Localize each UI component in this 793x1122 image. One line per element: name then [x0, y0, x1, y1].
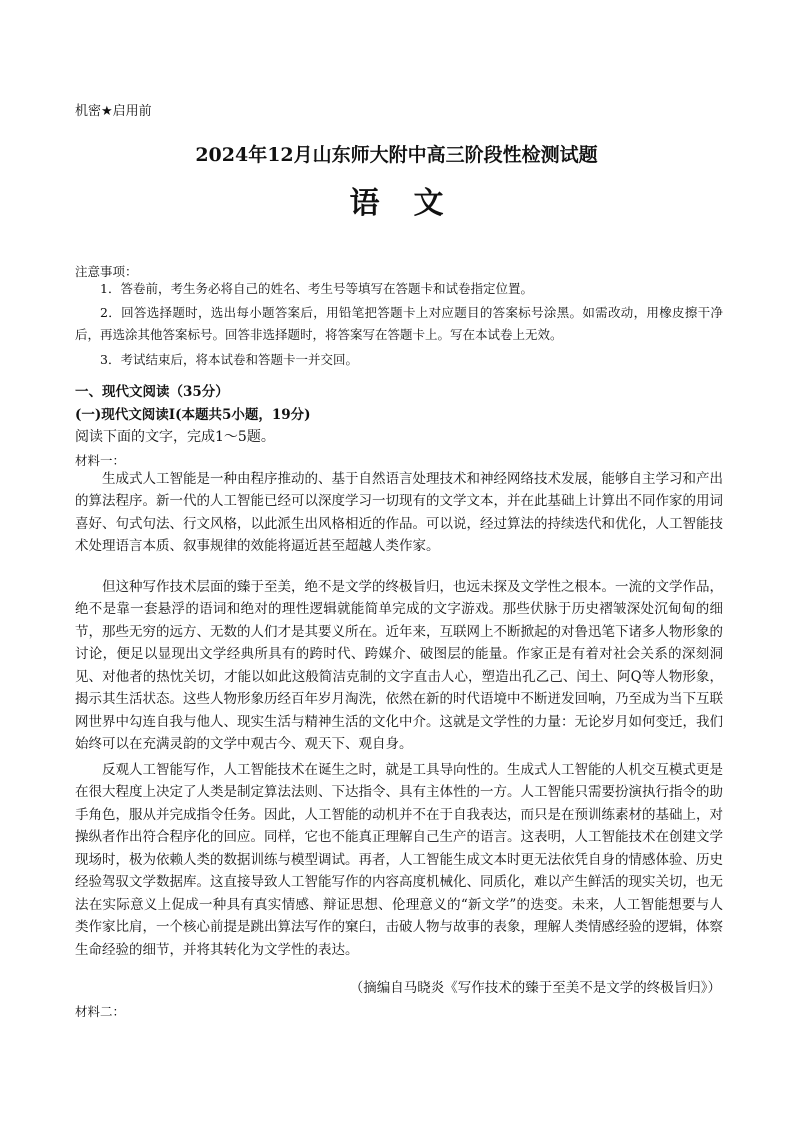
- material-paragraph: 生成式人工智能是一种由程序推动的、基于自然语言处理技术和神经网络技术发展，能够自主学习和产出的算法程序。新一代的人工智能已经可以深度学习一切现有的文学文本，并在此基础上计算出不同作家的用词喜好、句式句法、行文风格，以此派生出风格相近的作品。可以说，经过算法的持续迭代和优化，人工智能技术处理语言本质、叙事规律的效能将逼近甚至超越人类作家。: [75, 471, 723, 555]
- notice-item: 2．回答选择题时，选出每小题答案后，用铅笔把答题卡上对应题目的答案标号涂黑。如需改动，用橡皮擦干净后，再选涂其他答案标号。回答非选择题时，将答案写在答题卡上。写在本试卷上无效。: [75, 305, 723, 342]
- material-one-label: 材料一：: [75, 453, 126, 468]
- exam-title: 2024年12月山东师大附中高三阶段性检测试题: [195, 144, 598, 166]
- subsection-heading: (一)现代文阅读Ⅰ(本题共5小题，19分): [75, 407, 311, 423]
- notice-item: 3．考试结束后，将本试卷和答题卡一并交回。: [100, 352, 358, 367]
- material-source: （摘编自马晓炎《写作技术的臻于至美不是文学的终极旨归》）: [349, 980, 721, 996]
- material-paragraph: 反观人工智能写作，人工智能技术在诞生之时，就是工具导向性的。生成式人工智能的人机交互模式更是在很大程度上决定了人类是制定算法法则、下达指令、具有主体性的一方。人工智能只需要扮演执行指令的助手角色，服从并完成指令任务。因此，人工智能的动机并不在于自我表达，而只是在预训练素材的基础上，对操纵者作出符合程序化的回应。同样，它也不能真正理解自己生产的语言。这表明，人工智能技术在创建文学现场时，极为依赖人类的数据训练与模型调试。再者，人工智能生成文本时更无法依凭自身的情感体验、历史经验驾驭文学数据库。这直接导致人工智能写作的内容高度机械化、同质化，难以产生鲜活的现实关切，也无法在实际意义上促成一种具有真实情感、辩证思想、伦理意义的“新文学”的迭变。未来，人工智能想要与人类作家比肩，一个核心前提是跳出算法写作的窠臼，击破人物与故事的表象，理解人类情感经验的逻辑，体察生命经验的细节，并将其转化为文学性的表达。: [75, 762, 723, 958]
- section-heading: 一、现代文阅读（35分）: [75, 384, 229, 400]
- notice-item: 1．答卷前，考生务必将自己的姓名、考生号等填写在答题卡和试卷指定位置。: [100, 281, 533, 296]
- material-paragraph: 但这种写作技术层面的臻于至美，绝不是文学的终极旨归，也远未探及文学性之根本。一流的文学作品，绝不是靠一套悬浮的语词和绝对的理性逻辑就能简单完成的文字游戏。那些伏脉于历史褶皱深处沉甸甸的细节，那些无穷的远方、无数的人们才是其要义所在。近年来，互联网上不断掀起的对鲁迅笔下诸多人物形象的讨论，便足以显现出文学经典所具有的跨时代、跨媒介、破图层的能量。作家正是有着对社会关系的深刻洞见、对他者的热忱关切，才能以如此这般简洁克制的文字直击人心，塑造出孔乙己、闰土、阿Q等人物形象，揭示其生活状态。这些人物形象历经百年岁月淘洗，依然在新的时代语境中不断迸发回响，乃至成为当下互联网世界中勾连自我与他人、现实生活与精神生活的文化中介。这就是文学性的力量：无论岁月如何变迁，我们始终可以在充满灵韵的文学中观古今、观天下、观自身。: [75, 579, 723, 753]
- confidential-mark: 机密★启用前: [75, 104, 152, 119]
- reading-instruction: 阅读下面的文字，完成1～5题。: [75, 429, 275, 445]
- notice-heading: 注意事项：: [75, 264, 138, 279]
- material-two-label: 材料二：: [75, 1004, 126, 1019]
- subject-title: 语文: [349, 186, 478, 221]
